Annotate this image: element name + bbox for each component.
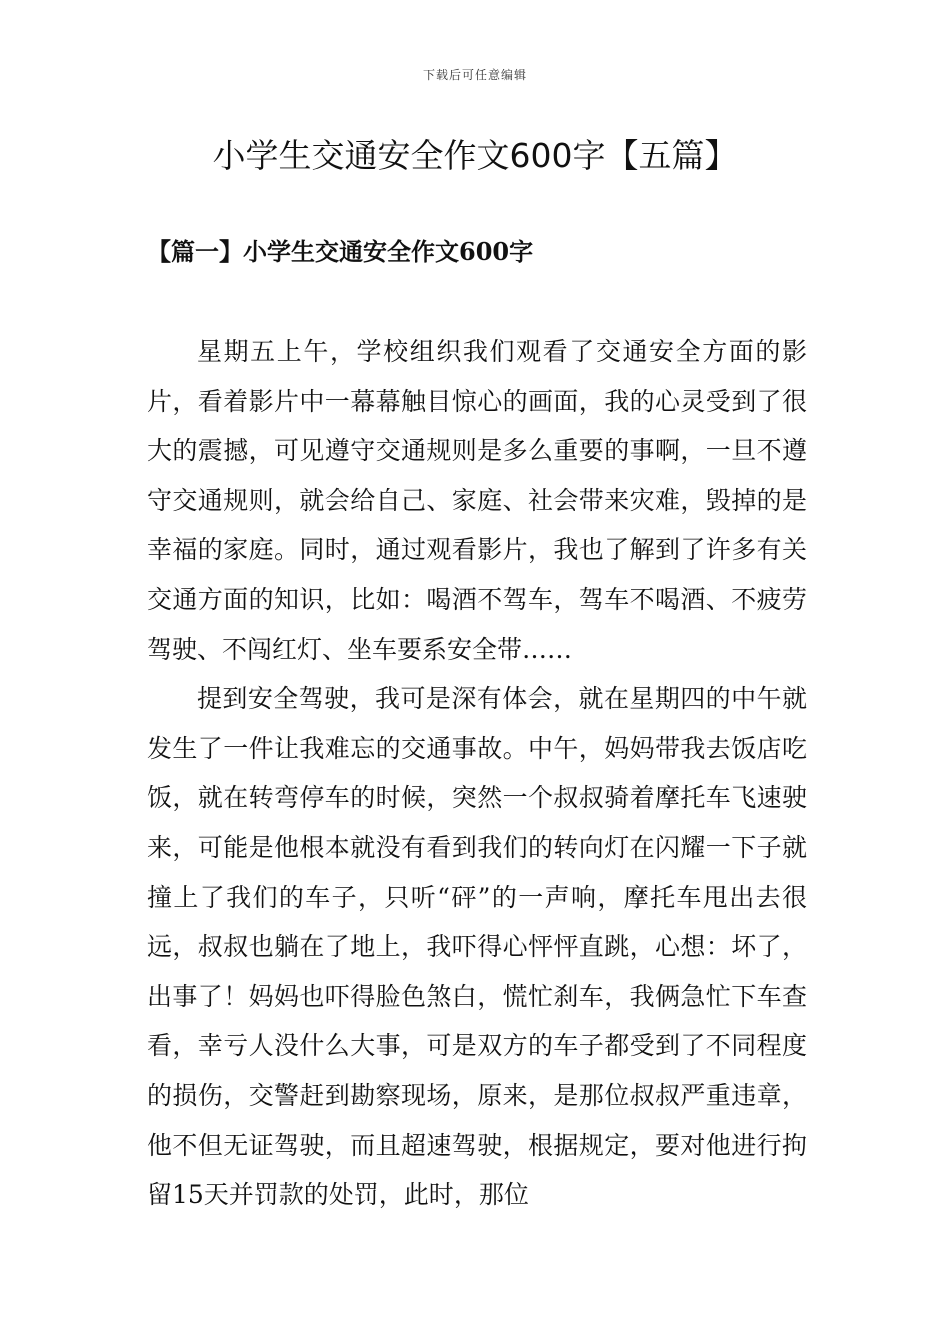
paragraph-2: 提到安全驾驶，我可是深有体会，就在星期四的中午就发生了一件让我难忘的交通事故。中午，妈妈带我去饭店吃饭，就在转弯停车的时候，突然一个叔叔骑着摩托车飞速驶来，可能是他根本就没有看到我们的转向灯在闪耀一下子就撞上了我们的车子，只听“砰”的一声响，摩托车甩出去很远，叔叔也躺在了地上，我吓得心怦怦直跳，心想：坏了，出事了！妈妈也吓得脸色煞白，慌忙刹车，我俩急忙下车查看，幸亏人没什么大事，可是双方的车子都受到了不同程度的损伤，交警赶到勘察现场，原来，是那位叔叔严重违章，他不但无证驾驶，而且超速驾驶，根据规定，要对他进行拘留15天并罚款的处罚，此时，那位 xyxy=(147,684,807,1210)
essay-body xyxy=(147,327,807,1220)
paragraph-1: 星期五上午，学校组织我们观看了交通安全方面的影片，看着影片中一幕幕触目惊心的画面，我的心灵受到了很大的震撼，可见遵守交通规则是多么重要的事啊，一旦不遵守交通规则，就会给自己、家庭、社会带来灾难，毁掉的是幸福的家庭。同时，通过观看影片，我也了解到了许多有关交通方面的知识，比如：喝酒不驾车，驾车不喝酒、不疲劳驾驶、不闯红灯、坐车要系安全带…… xyxy=(147,337,807,664)
header-note: 下载后可任意编辑 xyxy=(422,68,527,82)
section-heading: 【篇一】小学生交通安全作文600字 xyxy=(147,237,534,266)
document-title: 小学生交通安全作文600字【五篇】 xyxy=(212,136,738,175)
